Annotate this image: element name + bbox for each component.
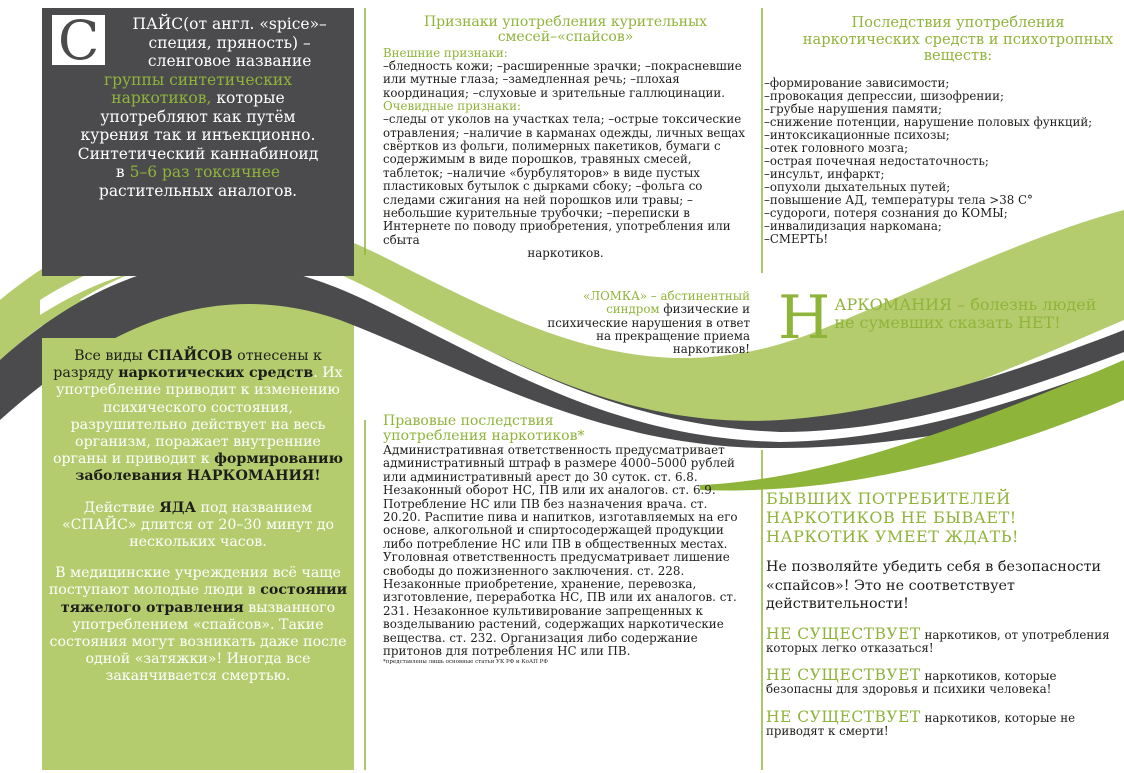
- consequence-item: –формирование зависимости;: [764, 75, 950, 90]
- consequence-item: –инсульт, инфаркт;: [764, 166, 885, 181]
- fact-3: НЕ СУЩЕСТВУЕТ наркотиков, которые не приводят к смерти!: [766, 707, 1076, 738]
- warnings-section: [766, 489, 1118, 738]
- paragraph-poison: Действие ЯДА под названием «СПАЙС» длится от 20–30 минут до нескольких часов.: [61, 499, 335, 551]
- consequence-item: –отек головного мозга;: [764, 140, 909, 155]
- dropcap-letter: С: [52, 15, 105, 65]
- signs-section: Признаки употребления курительных смесей–«спайсов» Внешние признаки: –бледность кожи; –расширенные зрачки; –покрасневшие или мутные глаза; –замедленная речь; –плохая координация; –слуховые и зрительные галлюцинации. Очевидные признаки: –следы от уколов на участках тела; –острые токсические отравления; –наличие в карманах одежды, личных вещах свёртков из фольги, полимерных пакетиков, бумаги с содержимым в виде порошков, травяных смесей, таблеток; –наличие «бурбуляторов» в виде пустых пластиковых бутылок с дырками сбоку; –фольга со следами сжигания на ней порошков или травы; –небольшие курительные трубочки; –переписки в Интернете по поводу приобретения, употребления или сбыта наркотиков.: [383, 15, 748, 261]
- external-signs-title: Внешние признаки:: [383, 46, 508, 60]
- narkomania-callout: Н АРКОМАНИЯ – болезнь людей не сумевших сказать НЕТ!: [778, 283, 1097, 353]
- legal-footnote: *представлены лишь основные статьи УК РФ и КоАП РФ: [383, 658, 548, 665]
- legal-section: [383, 414, 748, 665]
- slogan: БЫВШИХ ПОТРЕБИТЕЛЕЙ НАРКОТИКОВ НЕ БЫВАЕТ! НАРКОТИК УМЕЕТ ЖДАТЬ!: [766, 489, 1019, 546]
- consequences-section: [764, 15, 1116, 246]
- external-signs-text: –бледность кожи; –расширенные зрачки; –покрасневшие или мутные глаза; –замедленная речь; –плохая координация; –слуховые и зрительные галлюцинации.: [383, 59, 742, 100]
- consequences-list: [764, 77, 1116, 246]
- consequence-item: –провокация депрессии, шизофрении;: [764, 88, 1004, 103]
- obvious-signs-title: Очевидные признаки:: [383, 99, 522, 114]
- big-letter: Н: [778, 283, 831, 353]
- consequences-title: Последствия употребления наркотических средств и психотропных веществ:: [802, 14, 1114, 64]
- fact-2: НЕ СУЩЕСТВУЕТ наркотиков, которые безопасны для здоровья и психики человека!: [766, 666, 1057, 697]
- consequence-item: –судороги, потеря сознания до КОМЫ;: [764, 205, 1008, 220]
- signs-title: Признаки употребления курительных смесей–«спайсов»: [423, 14, 708, 45]
- fact-1: НЕ СУЩЕСТВУЕТ наркотиков, от употребления которых легко отказаться!: [766, 624, 1110, 655]
- consequence-item: –снижение потенции, нарушение половых функций;: [764, 114, 1093, 129]
- consequence-item: –повышение АД, температуры тела >38 С°: [764, 192, 1033, 207]
- withdrawal-note: «ЛОМКА» – абстинентный синдром физические и психические нарушения в ответ на прекращение приема наркотиков!: [547, 289, 750, 357]
- consequence-item: –грубые нарушения памяти;: [764, 101, 942, 116]
- obvious-signs-text: –следы от уколов на участках тела; –острые токсические отравления; –наличие в карманах одежды, личных вещах свёртков из фольги, полимерных пакетиков, бумаги с содержимым в виде порошков, травяных смесей, таблеток; –наличие «бурбуляторов» в виде пустых пластиковых бутылок с дырками сбоку; –фольга со следами сжигания на ней порошков или травы; –небольшие курительные трубочки; –переписки в Интернете по поводу приобретения, употребления или сбыта: [383, 112, 746, 247]
- paragraph-drugs: Все виды СПАЙСОВ отнесены к разряду наркотических средств. Их употребление приводит к изменению психического состояния, разрушительно действует на весь организм, поражает внутренние органы и приводит к формированию заболевания НАРКОМАНИЯ!: [52, 348, 344, 485]
- consequence-item: –острая почечная недостаточность;: [764, 153, 989, 168]
- spice-definition: С ПАЙС(от англ. «spice»– специя, пряность) – сленговое название группы синтетических наркотиков, которые употребляют как путём курения так и инъекционно. Синтетический каннабиноид в 5–6 раз токсичнее растительных аналогов.: [48, 15, 348, 200]
- consequence-item: –опухоли дыхательных путей;: [764, 179, 951, 194]
- consequence-item: –интоксикационные психозы;: [764, 127, 950, 142]
- consequence-item: –инвалидизация наркомана;: [764, 218, 942, 233]
- paragraph-hospital: В медицинские учреждения всё чаще поступают молодые люди в состоянии тяжелого отравления вызванного употреблением «спайсов». Такие состояния могут возникать даже после одной «затяжки»! Иногда все заканчивается смертью.: [48, 565, 348, 685]
- safety-warning: Не позволяйте убедить себя в безопасности «спайсов»! Это не соответствует действительности!: [766, 559, 1102, 612]
- legal-text: Административная ответственность предусматривает административный штраф в размере 4000–5000 рублей или административный арест до 30 суток. ст. 6.8. Незаконный оборот НС, ПВ или их аналогов. ст. 6.9. Потребление НС или ПВ без назначения врача. ст. 20.20. Распитие пива и напитков, изготавляемых на его основе, алкогольной и спиртосодержащей продукции либо потребление НС или ПВ в общественных местах. Уголовная ответственность предусматривает лишение свободы до пожизненного заключения. ст. 228. Незаконные приобретение, хранение, перевозка, изготовление, переработка НС, ПВ или их аналогов. ст. 231. Незаконное культивирование запрещенных к возделыванию растений, содержащих наркотические вещества. ст. 232. Организация либо содержание притонов для потребления НС или ПВ.: [383, 443, 738, 659]
- legal-title: Правовые последствия употребления наркотиков*: [383, 413, 585, 444]
- consequence-item: –СМЕРТЬ!: [764, 231, 829, 246]
- spice-effects-text: [48, 348, 348, 700]
